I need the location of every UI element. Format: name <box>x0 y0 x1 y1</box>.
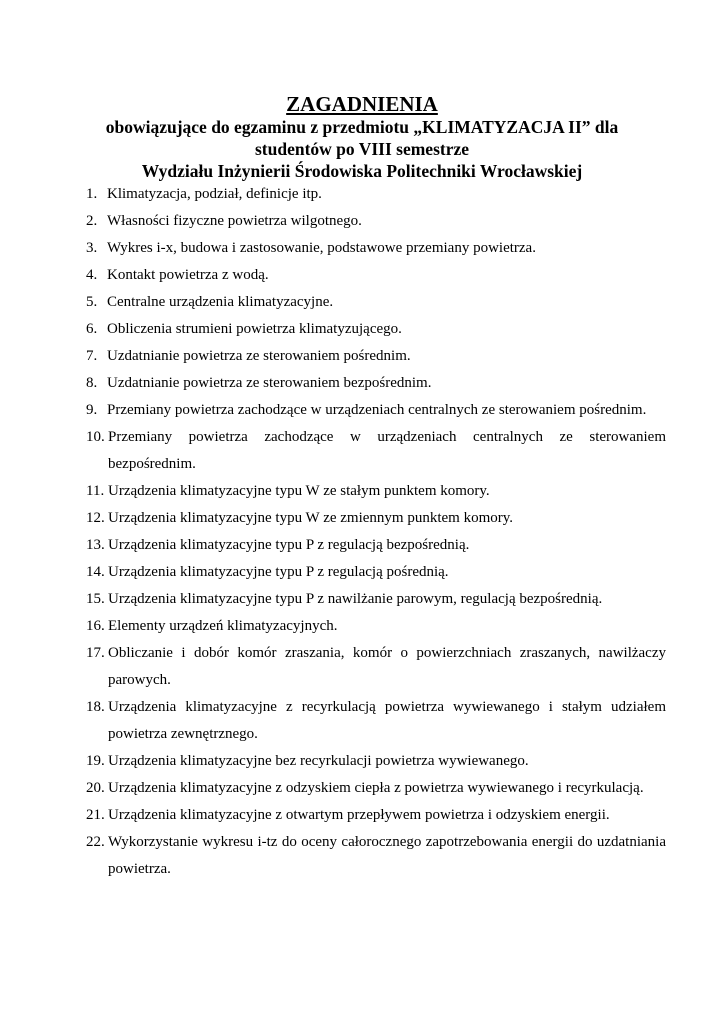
item-text: Urządzenia klimatyzacyjne z otwartym przepływem powietrza i odzyskiem energii. <box>108 807 610 823</box>
item-text: Uzdatnianie powietrza ze sterowaniem pośrednim. <box>107 348 411 364</box>
list-item <box>86 613 666 640</box>
item-number: 2. <box>86 213 98 229</box>
item-number: 17. <box>86 645 105 661</box>
item-text: Obliczanie i dobór komór zraszania, komór o powierzchniach zraszanych, nawilżaczy parowych. <box>108 645 666 688</box>
item-text: Obliczenia strumieni powietrza klimatyzującego. <box>107 321 402 337</box>
item-number: 9. <box>86 402 98 418</box>
item-text: Przemiany powietrza zachodzące w urządzeniach centralnych ze sterowaniem pośrednim. <box>107 402 647 418</box>
item-number: 11. <box>86 483 105 499</box>
item-text: Własności fizyczne powietrza wilgotnego. <box>107 213 362 229</box>
list-item <box>86 262 666 289</box>
item-text: Elementy urządzeń klimatyzacyjnych. <box>108 618 338 634</box>
list-item <box>86 370 666 397</box>
list-item <box>86 397 666 424</box>
item-text: Urządzenia klimatyzacyjne bez recyrkulacji powietrza wywiewanego. <box>108 753 529 769</box>
list-item <box>86 208 666 235</box>
document-title: ZAGADNIENIA <box>286 92 438 116</box>
item-number: 3. <box>86 240 98 256</box>
item-text: Uzdatnianie powietrza ze sterowaniem bezpośrednim. <box>107 375 432 391</box>
list-item <box>86 181 666 208</box>
item-number: 14. <box>86 564 105 580</box>
item-text: Wykorzystanie wykresu i-tz do oceny całorocznego zapotrzebowania energii do uzdatniania powietrza. <box>108 834 666 877</box>
list-item <box>86 802 666 829</box>
list-item <box>86 505 666 532</box>
list-item <box>86 235 666 262</box>
item-text: Klimatyzacja, podział, definicje itp. <box>107 186 322 202</box>
item-number: 1. <box>86 186 98 202</box>
item-number: 20. <box>86 780 105 796</box>
list-item <box>86 694 666 748</box>
list-item <box>86 424 666 478</box>
item-text: Urządzenia klimatyzacyjne typu W ze zmiennym punktem komory. <box>108 510 514 526</box>
item-text: Urządzenia klimatyzacyjne z odzyskiem ciepła z powietrza wywiewanego i recyrkulacją. <box>108 780 644 796</box>
list-item <box>86 343 666 370</box>
item-number: 18. <box>86 699 105 715</box>
item-number: 4. <box>86 267 98 283</box>
item-text: Urządzenia klimatyzacyjne z recyrkulacją powietrza wywiewanego i stałym udziałem powietrza zewnętrznego. <box>108 699 666 742</box>
item-text: Urządzenia klimatyzacyjne typu W ze stałym punktem komory. <box>108 483 490 499</box>
item-number: 21. <box>86 807 105 823</box>
item-number: 22. <box>86 834 105 850</box>
subtitle-line-1: obowiązujące do egzaminu z przedmiotu „KLIMATYZACJA II” dla <box>105 117 619 137</box>
item-number: 10. <box>86 429 105 445</box>
item-text: Centralne urządzenia klimatyzacyjne. <box>107 294 334 310</box>
item-number: 5. <box>86 294 98 310</box>
item-number: 7. <box>86 348 98 364</box>
item-number: 13. <box>86 537 105 553</box>
item-number: 19. <box>86 753 105 769</box>
list-item <box>86 748 666 775</box>
item-number: 15. <box>86 591 105 607</box>
subtitle-line-2: studentów po VIII semestrze <box>254 139 470 159</box>
item-text: Urządzenia klimatyzacyjne typu P z nawilżanie parowym, regulacją bezpośrednią. <box>108 591 603 607</box>
item-number: 16. <box>86 618 105 634</box>
list-item <box>86 532 666 559</box>
list-item <box>86 775 666 802</box>
document-header <box>70 92 654 182</box>
item-text: Wykres i-x, budowa i zastosowanie, podstawowe przemiany powietrza. <box>107 240 536 256</box>
list-item <box>86 478 666 505</box>
item-number: 6. <box>86 321 98 337</box>
list-item <box>86 829 666 883</box>
topics-list <box>86 181 666 883</box>
item-text: Kontakt powietrza z wodą. <box>107 267 269 283</box>
subtitle-line-3: Wydziału Inżynierii Środowiska Politechniki Wrocławskiej <box>141 161 583 181</box>
list-item <box>86 289 666 316</box>
item-number: 12. <box>86 510 105 526</box>
item-text: Przemiany powietrza zachodzące w urządzeniach centralnych ze sterowaniem bezpośrednim. <box>108 429 666 472</box>
item-text: Urządzenia klimatyzacyjne typu P z regulacją bezpośrednią. <box>108 537 470 553</box>
item-number: 8. <box>86 375 98 391</box>
list-item <box>86 316 666 343</box>
list-item <box>86 559 666 586</box>
item-text: Urządzenia klimatyzacyjne typu P z regulacją pośrednią. <box>108 564 449 580</box>
list-item <box>86 586 666 613</box>
list-item <box>86 640 666 694</box>
